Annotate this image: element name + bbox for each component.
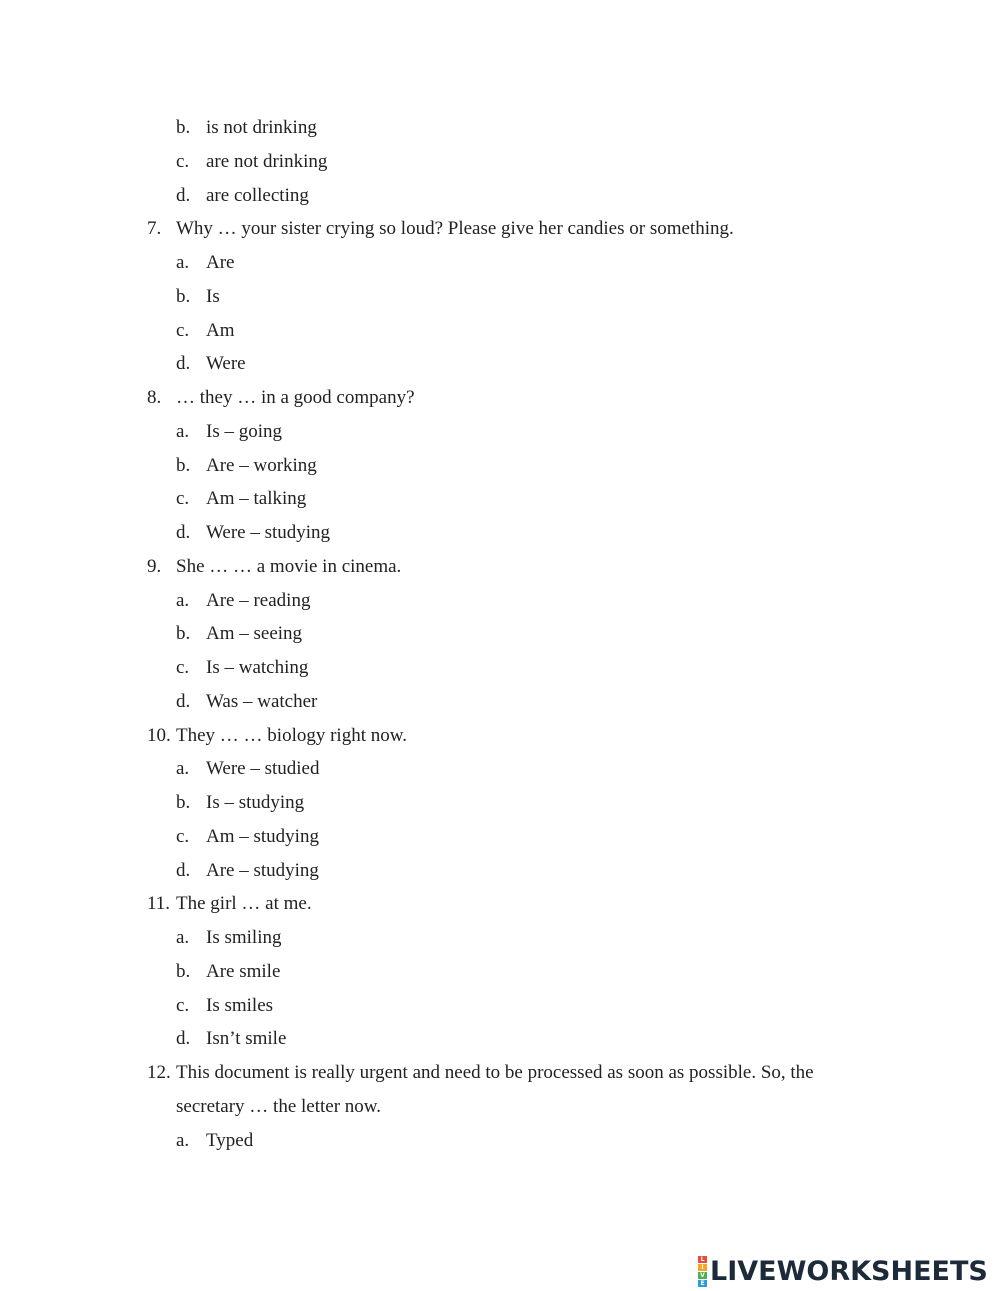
question-text: This document is really urgent and need to be processed as soon as possible. So, the xyxy=(176,1062,814,1083)
option-text: Were xyxy=(206,353,246,375)
option-text: Am – studying xyxy=(206,825,319,847)
option-letter: b. xyxy=(176,792,191,813)
option-letter: b. xyxy=(176,117,191,138)
question-number: 9. xyxy=(147,555,162,577)
option-text: Am – talking xyxy=(206,488,307,510)
option-text: Are smile xyxy=(206,960,281,982)
option-text: are not drinking xyxy=(206,150,328,172)
option-letter: a. xyxy=(176,758,190,780)
option-text: Typed xyxy=(206,1129,254,1151)
option-text: Is xyxy=(206,285,220,307)
option-text: Are – reading xyxy=(206,589,311,611)
option-text: Are xyxy=(206,252,235,273)
option-letter: b. xyxy=(176,285,191,307)
question-number: 10. xyxy=(147,724,171,746)
question-text: The girl … at me. xyxy=(176,893,312,915)
option-letter: b. xyxy=(176,623,191,645)
option-letter: a. xyxy=(176,252,190,273)
option-text: Was – watcher xyxy=(206,690,318,712)
option-text: Is smiling xyxy=(206,927,282,948)
option-letter: a. xyxy=(176,927,190,948)
option-letter: a. xyxy=(176,420,190,442)
liveworksheets-logo xyxy=(698,1254,988,1288)
question-number: 8. xyxy=(147,387,162,408)
option-letter: d. xyxy=(176,184,191,206)
option-letter: b. xyxy=(176,960,191,982)
option-letter: d. xyxy=(176,353,191,375)
question-text: … they … in a good company? xyxy=(176,387,415,408)
option-letter: a. xyxy=(176,1129,190,1151)
option-text: Are – studying xyxy=(206,859,319,881)
option-letter: c. xyxy=(176,150,190,172)
option-text: Were – studying xyxy=(206,522,331,543)
question-number: 7. xyxy=(147,218,162,240)
option-letter: b. xyxy=(176,454,191,476)
logo-text: LIVEWORKSHEETS xyxy=(710,1255,988,1287)
option-letter: c. xyxy=(176,488,190,510)
option-text: Is – going xyxy=(206,420,282,442)
logo-block-i: I xyxy=(698,1264,707,1271)
question-number: 12. xyxy=(147,1062,171,1083)
option-letter: d. xyxy=(176,1028,191,1050)
logo-block-v: V xyxy=(698,1272,707,1279)
option-letter: a. xyxy=(176,589,190,611)
option-text: Is smiles xyxy=(206,994,274,1016)
option-text: Is – studying xyxy=(206,792,305,813)
logo-block-e: E xyxy=(698,1280,707,1287)
option-text: Were – studied xyxy=(206,758,320,780)
option-letter: c. xyxy=(176,825,190,847)
option-text: Isn’t smile xyxy=(206,1028,287,1050)
question-text: Why … your sister crying so loud? Please give her candies or something. xyxy=(176,218,734,240)
option-letter: d. xyxy=(176,859,191,881)
option-text: are collecting xyxy=(206,184,309,206)
option-letter: c. xyxy=(176,319,190,341)
logo-block-l: L xyxy=(698,1256,707,1263)
option-letter: c. xyxy=(176,657,190,678)
option-text: Is – watching xyxy=(206,657,309,678)
question-text: secretary … the letter now. xyxy=(176,1095,382,1117)
option-text: Am – seeing xyxy=(206,623,303,645)
logo-color-blocks xyxy=(698,1256,707,1287)
option-letter: d. xyxy=(176,690,191,712)
option-text: Am xyxy=(206,319,235,341)
question-text: She … … a movie in cinema. xyxy=(176,555,402,577)
question-number: 11. xyxy=(147,893,171,915)
option-letter: c. xyxy=(176,994,190,1016)
question-text: They … … biology right now. xyxy=(176,724,407,746)
option-letter: d. xyxy=(176,522,191,543)
option-text: Are – working xyxy=(206,454,317,476)
option-text: is not drinking xyxy=(206,117,317,138)
